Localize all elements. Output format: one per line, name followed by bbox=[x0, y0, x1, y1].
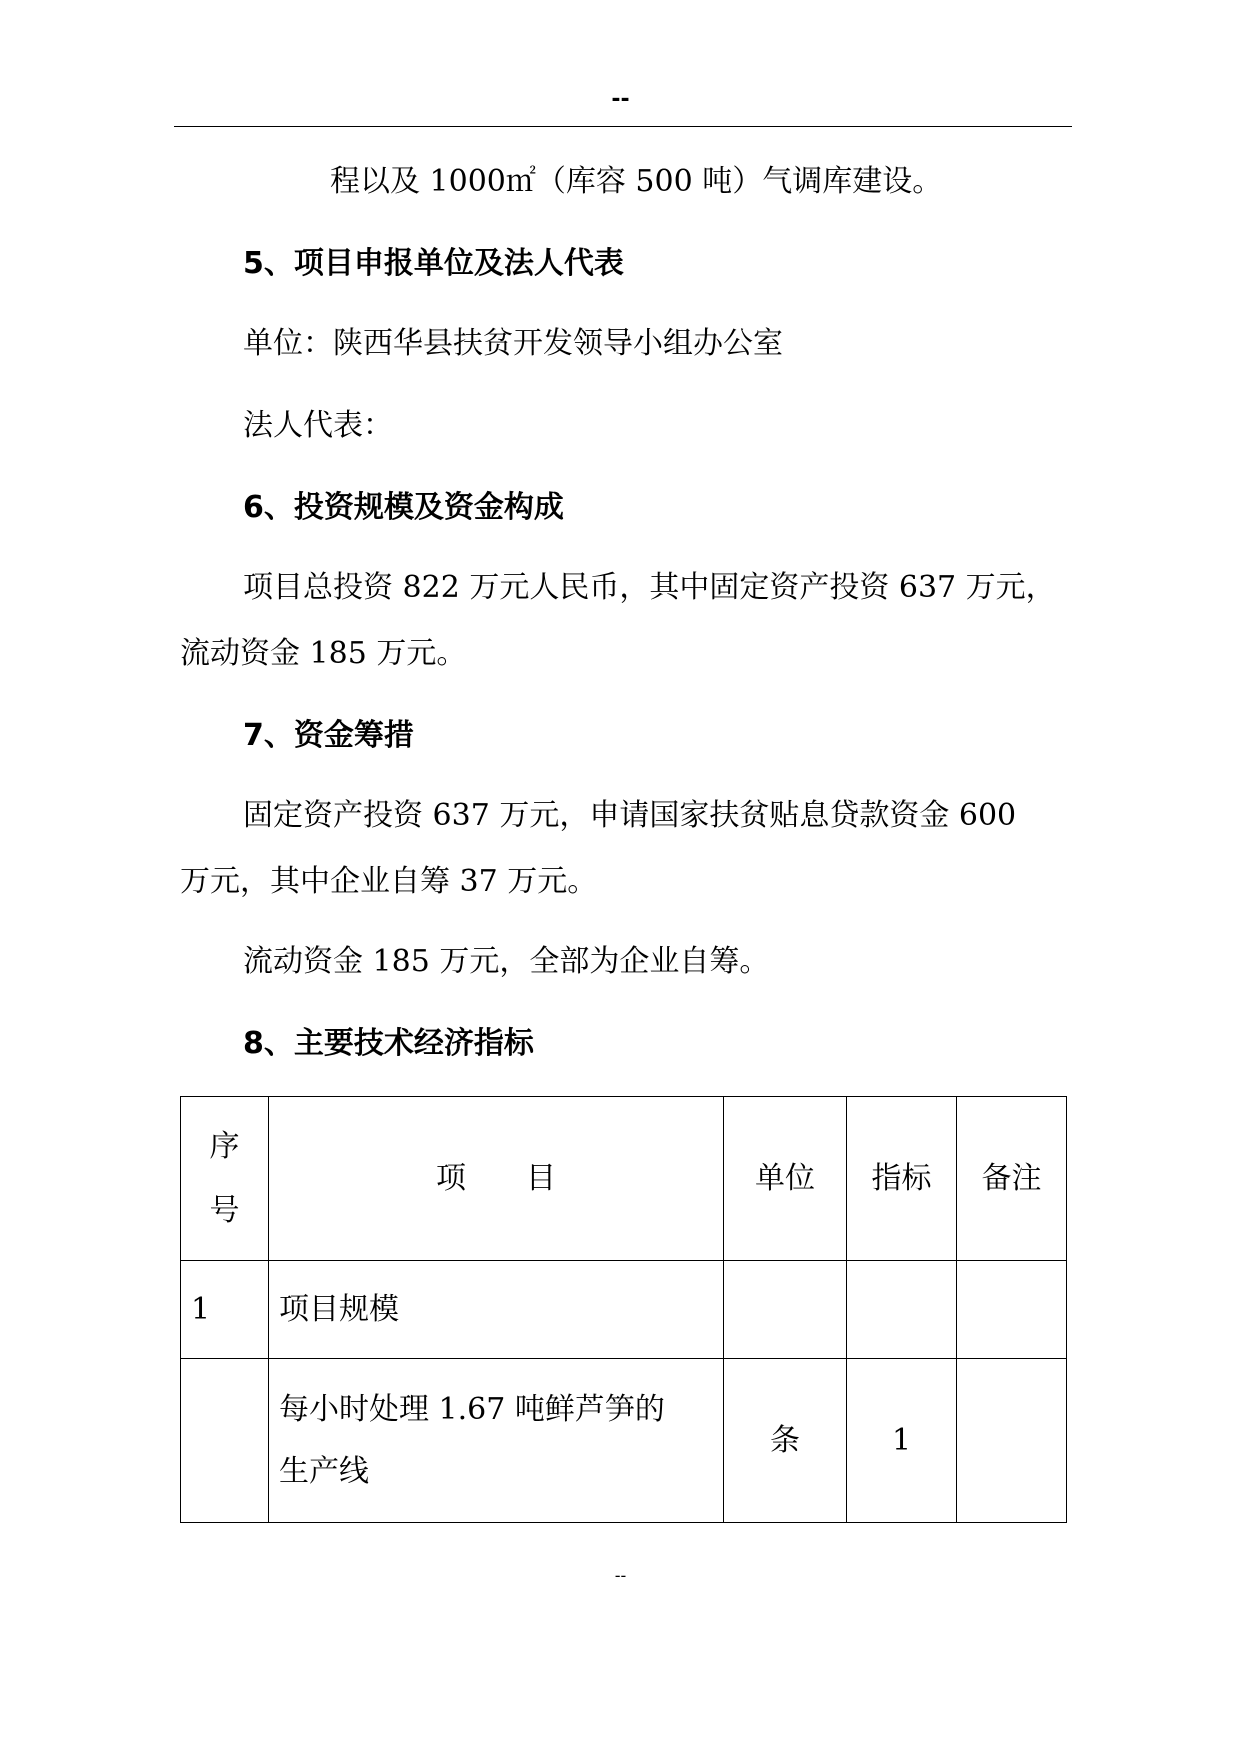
table-header-row bbox=[181, 1097, 1067, 1261]
section-heading-5: 5、项目申报单位及法人代表 bbox=[243, 246, 624, 281]
investment-line-2: 流动资金 185 万元。 bbox=[180, 636, 467, 671]
cell-seq bbox=[181, 1359, 269, 1523]
cell-value bbox=[847, 1261, 957, 1359]
section-heading-8: 8、主要技术经济指标 bbox=[243, 1026, 534, 1061]
header-item: 项 目 bbox=[269, 1097, 724, 1261]
funding-line-2: 万元，其中企业自筹 37 万元。 bbox=[180, 864, 598, 899]
cell-item bbox=[269, 1359, 724, 1523]
cell-item-line-2: 生产线 bbox=[279, 1453, 369, 1489]
header-note: 备注 bbox=[957, 1097, 1067, 1261]
cell-item: 项目规模 bbox=[269, 1261, 724, 1359]
applicant-unit: 单位：陕西华县扶贫开发领导小组办公室 bbox=[243, 326, 783, 361]
indicators-table bbox=[180, 1096, 1067, 1523]
header-seq-bottom: 号 bbox=[209, 1192, 240, 1228]
section-heading-6: 6、投资规模及资金构成 bbox=[243, 490, 564, 525]
paragraph-line: 程以及 1000㎡（库容 500 吨）气调库建设。 bbox=[330, 164, 943, 199]
cell-seq: 1 bbox=[181, 1261, 269, 1359]
cell-note bbox=[957, 1261, 1067, 1359]
cell-value: 1 bbox=[847, 1359, 957, 1523]
header-seq bbox=[181, 1097, 269, 1261]
legal-representative: 法人代表： bbox=[243, 408, 393, 443]
header-value: 指标 bbox=[847, 1097, 957, 1261]
header-seq-top: 序 bbox=[209, 1128, 240, 1164]
funding-line-1: 固定资产投资 637 万元，申请国家扶贫贴息贷款资金 600 bbox=[243, 798, 1017, 833]
page-header-mark: -- bbox=[611, 87, 630, 112]
cell-unit bbox=[724, 1261, 847, 1359]
cell-note bbox=[957, 1359, 1067, 1523]
table-row bbox=[181, 1359, 1067, 1523]
funding-line-3: 流动资金 185 万元，全部为企业自筹。 bbox=[243, 944, 770, 979]
cell-unit: 条 bbox=[724, 1359, 847, 1523]
investment-line-1: 项目总投资 822 万元人民币，其中固定资产投资 637 万元， bbox=[243, 570, 1056, 605]
section-heading-7: 7、资金筹措 bbox=[243, 718, 414, 753]
table-row bbox=[181, 1261, 1067, 1359]
cell-item-line-1: 每小时处理 1.67 吨鲜芦笋的 bbox=[279, 1391, 665, 1427]
header-rule bbox=[174, 126, 1072, 127]
page-footer-mark: -- bbox=[614, 1566, 627, 1585]
header-unit: 单位 bbox=[724, 1097, 847, 1261]
